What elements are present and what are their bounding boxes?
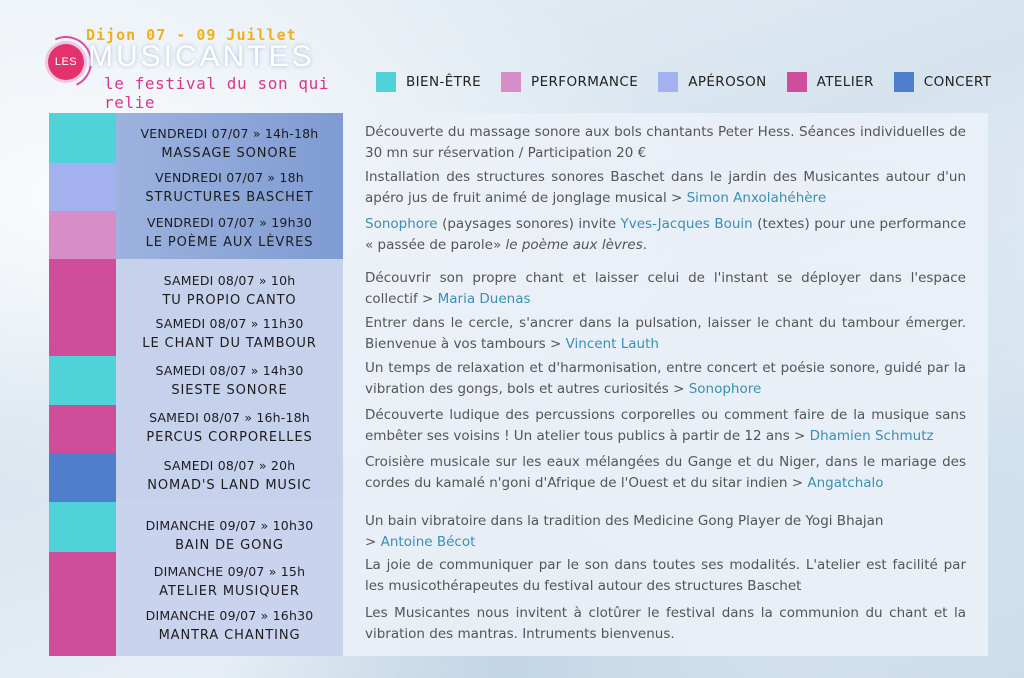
event-time-cell xyxy=(116,170,343,207)
event-date: SAMEDI 08/07 » 20h xyxy=(163,458,296,473)
event-time-cell xyxy=(116,518,343,555)
event-time-cell xyxy=(116,126,343,163)
event-time-cell xyxy=(116,215,343,252)
legend-swatch xyxy=(894,72,914,92)
event-time-cell xyxy=(116,273,343,310)
description-text: Un temps de relaxation et d'harmonisation, entre concert et poésie sonore, guidé par la vibration des gongs, bols et autres curiosités > xyxy=(365,360,966,397)
event-title: BAIN DE GONG xyxy=(175,538,284,553)
legend-swatch xyxy=(658,72,678,92)
schedule-table xyxy=(49,113,988,656)
category-bien-etre xyxy=(49,356,116,405)
legend-label: ATELIER xyxy=(816,74,874,90)
artist-link[interactable]: Vincent Lauth xyxy=(565,336,659,352)
logo-badge: LES xyxy=(48,44,84,80)
legend-item-concert xyxy=(894,72,992,92)
event-title: NOMAD'S LAND MUSIC xyxy=(147,478,312,493)
event-description xyxy=(365,358,966,400)
legend-item-atelier xyxy=(787,72,874,92)
event-title: LE POÈME AUX LÈVRES xyxy=(145,235,314,250)
event-title: MASSAGE SONORE xyxy=(161,146,298,161)
event-time-cell xyxy=(116,316,343,353)
category-concert xyxy=(49,453,116,502)
event-description xyxy=(365,122,966,164)
event-title: PERCUS CORPORELLES xyxy=(146,430,313,445)
description-text: Découverte ludique des percussions corporelles ou comment faire de la musique sans embêter ses voisins ! Un atelier tous publics à partir de 12 ans > xyxy=(365,407,966,444)
legend-label: APÉROSON xyxy=(688,74,767,90)
category-atelier xyxy=(49,259,116,356)
event-description xyxy=(365,405,966,447)
artist-link[interactable]: Simon Anxolahéhère xyxy=(686,190,827,206)
event-description xyxy=(365,167,966,209)
legend-label: BIEN-ÊTRE xyxy=(406,74,482,90)
event-title: MANTRA CHANTING xyxy=(158,628,301,643)
artist-link[interactable]: Angatchalo xyxy=(807,475,884,491)
event-date: SAMEDI 08/07 » 10h xyxy=(163,273,296,288)
description-text: La joie de communiquer par le son dans toutes ses modalités. L'atelier est facilité par les musicothérapeutes du festival autour des structures Baschet xyxy=(365,557,966,594)
festival-tagline: le festival du son qui relie xyxy=(104,74,330,112)
description-text: Croisière musicale sur les eaux mélangées du Gange et du Niger, dans le mariage des cordes du kamalé n'goni d'Afrique de l'Ouest et du sitar indien > xyxy=(365,454,966,491)
description-text: Installation des structures sonores Baschet dans le jardin des Musicantes autour d'un apéro jus de fruit animé de jonglage musical > xyxy=(365,169,966,206)
category-legend xyxy=(376,72,1011,92)
event-description xyxy=(365,214,966,256)
description-text: > xyxy=(365,534,381,550)
event-date: VENDREDI 07/07 » 18h xyxy=(155,170,304,185)
legend-swatch xyxy=(376,72,396,92)
description-text: (textes) pour une performance « passée de parole» xyxy=(365,216,966,253)
description-text: Entrer dans le cercle, s'ancrer dans la pulsation, laisser le chant du tambour émerger. Bienvenue à vos tambours > xyxy=(365,315,966,352)
event-date: DIMANCHE 09/07 » 15h xyxy=(153,564,306,579)
category-atelier xyxy=(49,405,116,453)
event-description xyxy=(365,268,966,310)
description-text: (paysages sonores) invite xyxy=(437,216,621,232)
event-time-cell xyxy=(116,458,343,495)
category-bien-etre xyxy=(49,113,116,163)
event-description xyxy=(365,603,966,645)
festival-logo xyxy=(38,24,358,112)
event-title: SIESTE SONORE xyxy=(171,383,288,398)
description-text: . xyxy=(642,237,648,253)
event-date: VENDREDI 07/07 » 14h-18h xyxy=(140,126,319,141)
description-text: Découvrir son propre chant et laisser celui de l'instant se déployer dans l'espace collectif > xyxy=(365,270,966,307)
description-emphasis: le poème aux lèvres xyxy=(505,237,643,253)
legend-label: CONCERT xyxy=(923,74,992,90)
description-text: Un bain vibratoire dans la tradition des Medicine Gong Player de Yogi Bhajan xyxy=(365,513,884,529)
event-title: ATELIER MUSIQUER xyxy=(159,584,300,599)
artist-link[interactable]: Antoine Bécot xyxy=(380,534,476,550)
category-performance xyxy=(49,211,116,259)
legend-label: PERFORMANCE xyxy=(531,74,639,90)
legend-swatch xyxy=(787,72,807,92)
event-date: DIMANCHE 09/07 » 16h30 xyxy=(145,608,314,623)
category-bien-etre xyxy=(49,502,116,552)
event-title: TU PROPIO CANTO xyxy=(162,293,297,308)
artist-link[interactable]: Sonophore xyxy=(688,381,762,397)
event-title: STRUCTURES BASCHET xyxy=(145,190,314,205)
event-description xyxy=(365,555,966,597)
event-description xyxy=(365,313,966,355)
legend-item-bien-etre xyxy=(376,72,481,92)
event-time-cell xyxy=(116,608,343,645)
legend-item-performance xyxy=(501,72,638,92)
event-title: LE CHANT DU TAMBOUR xyxy=(142,336,317,351)
legend-swatch xyxy=(501,72,521,92)
artist-link[interactable]: Yves-Jacques Bouin xyxy=(620,216,753,232)
event-date: SAMEDI 08/07 » 16h-18h xyxy=(149,410,310,425)
event-time-cell xyxy=(116,410,343,447)
category-atelier xyxy=(49,552,116,656)
festival-dates: Dijon 07 - 09 Juillet xyxy=(86,26,297,44)
event-description xyxy=(365,511,966,553)
event-date: VENDREDI 07/07 » 19h30 xyxy=(146,215,313,230)
artist-link[interactable]: Sonophore xyxy=(365,216,438,232)
description-text: Découverte du massage sonore aux bols chantants Peter Hess. Séances individuelles de 30 mn sur réservation / Participation 20 € xyxy=(365,124,966,161)
event-date: DIMANCHE 09/07 » 10h30 xyxy=(145,518,314,533)
event-time-cell xyxy=(116,363,343,400)
artist-link[interactable]: Maria Duenas xyxy=(437,291,531,307)
event-date: SAMEDI 08/07 » 14h30 xyxy=(155,363,304,378)
event-time-cell xyxy=(116,564,343,601)
description-text: Les Musicantes nous invitent à clotûrer le festival dans la communion du chant et la vibration des mantras. Intruments bienvenus. xyxy=(365,605,966,642)
festival-name: MUSICANTES xyxy=(88,40,315,73)
artist-link[interactable]: Dhamien Schmutz xyxy=(809,428,934,444)
event-description xyxy=(365,452,966,494)
category-aperoson xyxy=(49,163,116,211)
legend-item-aperoson xyxy=(658,72,766,92)
event-date: SAMEDI 08/07 » 11h30 xyxy=(155,316,304,331)
